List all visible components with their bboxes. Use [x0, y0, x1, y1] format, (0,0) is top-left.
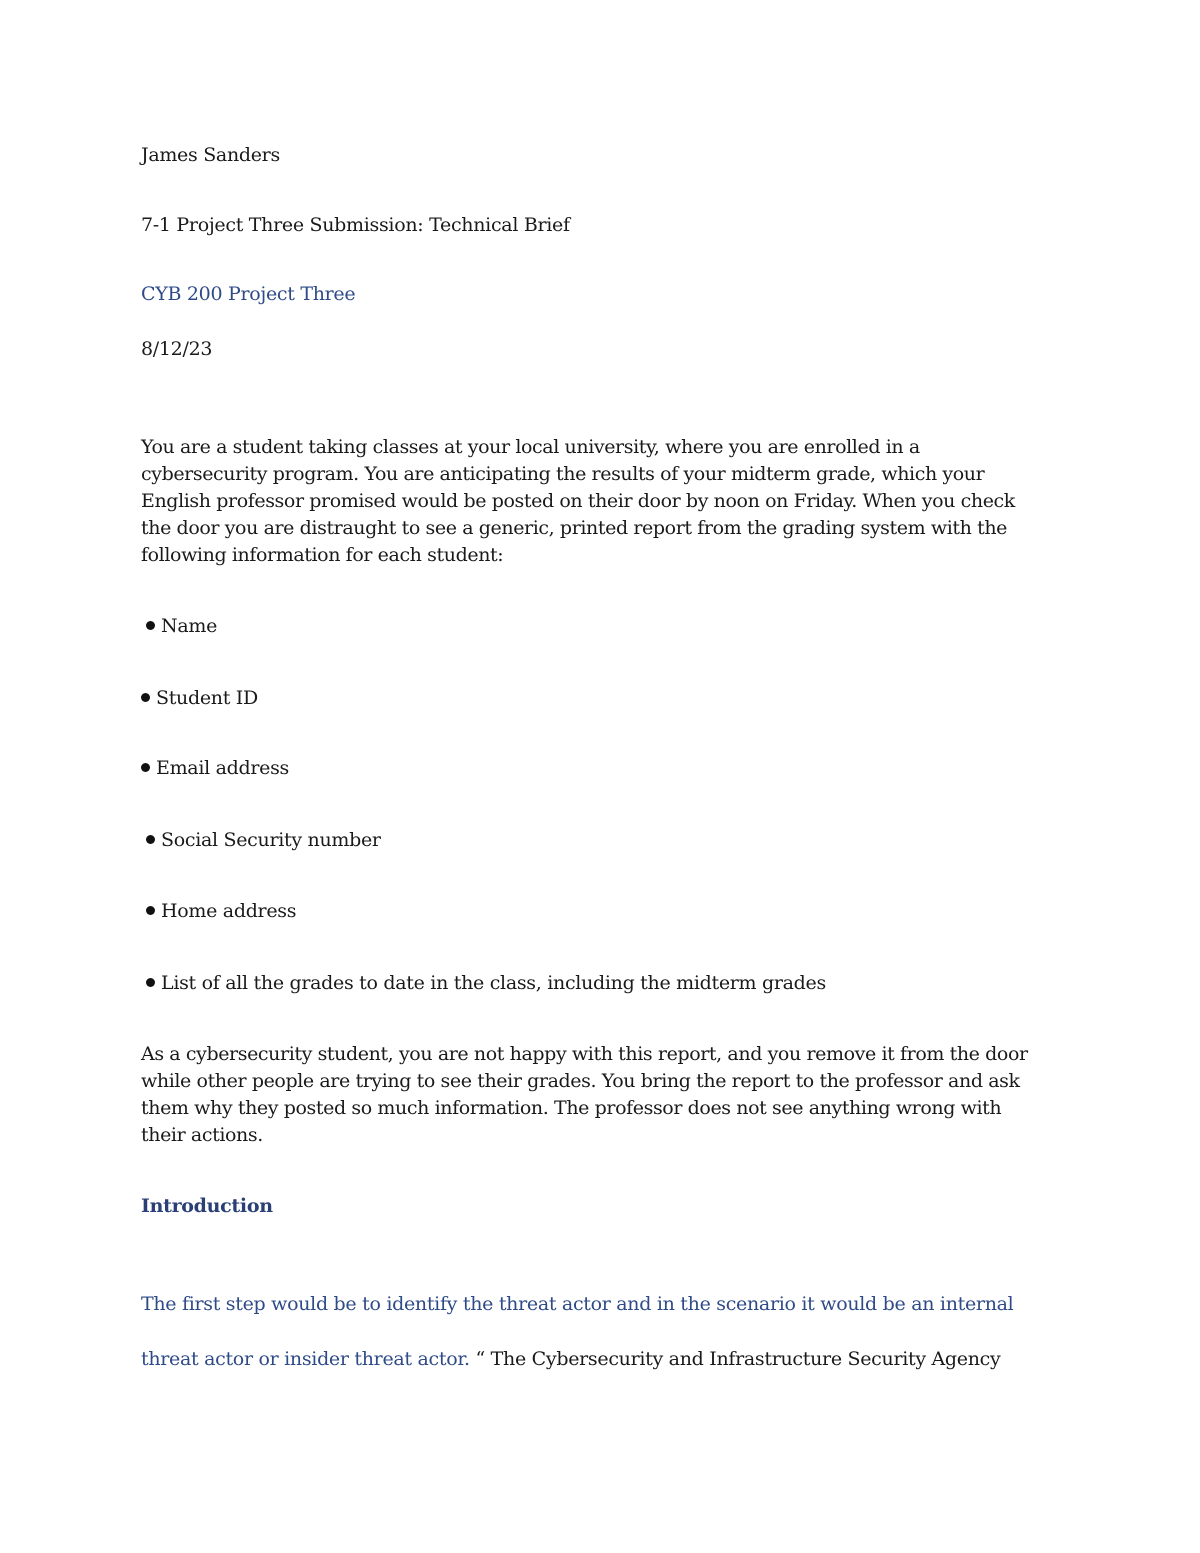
submission-date: 8/12/23 [141, 338, 213, 360]
followup-line: As a cybersecurity student, you are not happy with this report, and you remove it from the door [141, 1043, 1028, 1065]
course-title: CYB 200 Project Three [141, 283, 356, 305]
scenario-line: You are a student taking classes at your local university, where you are enrolled in a [141, 436, 920, 458]
followup-paragraph [141, 1041, 1061, 1149]
bullet-text: Name [161, 615, 218, 637]
introduction-line-blue-part: threat actor or insider threat actor. [141, 1348, 470, 1370]
bullet-item [141, 685, 258, 712]
scenario-line: English professor promised would be posted on their door by noon on Friday. When you check [141, 490, 1015, 512]
bullet-dot-icon [146, 978, 155, 987]
bullet-item [146, 613, 217, 640]
scenario-line: cybersecurity program. You are anticipating the results of your midterm grade, which your [141, 463, 985, 485]
introduction-line: The first step would be to identify the threat actor and in the scenario it would be an internal [141, 1293, 1014, 1315]
bullet-dot-icon [146, 906, 155, 915]
author-name: James Sanders [141, 144, 280, 166]
bullet-text: Student ID [156, 687, 258, 709]
bullet-item [146, 898, 296, 925]
followup-line: their actions. [141, 1124, 263, 1146]
scenario-paragraph [141, 434, 1061, 569]
bullet-dot-icon [141, 693, 150, 702]
bullet-text: Social Security number [161, 829, 381, 851]
introduction-line [141, 1346, 1000, 1373]
bullet-dot-icon [146, 835, 155, 844]
scenario-line: following information for each student: [141, 544, 504, 566]
introduction-heading: Introduction [141, 1195, 273, 1217]
bullet-text: List of all the grades to date in the class, including the midterm grades [161, 972, 826, 994]
bullet-dot-icon [141, 763, 150, 772]
assignment-title: 7-1 Project Three Submission: Technical Brief [141, 214, 570, 236]
bullet-item [146, 827, 381, 854]
followup-line: while other people are trying to see their grades. You bring the report to the professor and ask [141, 1070, 1020, 1092]
bullet-item [141, 755, 289, 782]
bullet-dot-icon [146, 621, 155, 630]
bullet-text: Email address [156, 757, 289, 779]
bullet-item [146, 970, 826, 997]
introduction-line-black-part: “ The Cybersecurity and Infrastructure Security Agency [469, 1348, 1001, 1370]
scenario-line: the door you are distraught to see a generic, printed report from the grading system with the [141, 517, 1008, 539]
bullet-text: Home address [161, 900, 297, 922]
followup-line: them why they posted so much information. The professor does not see anything wrong with [141, 1097, 1002, 1119]
